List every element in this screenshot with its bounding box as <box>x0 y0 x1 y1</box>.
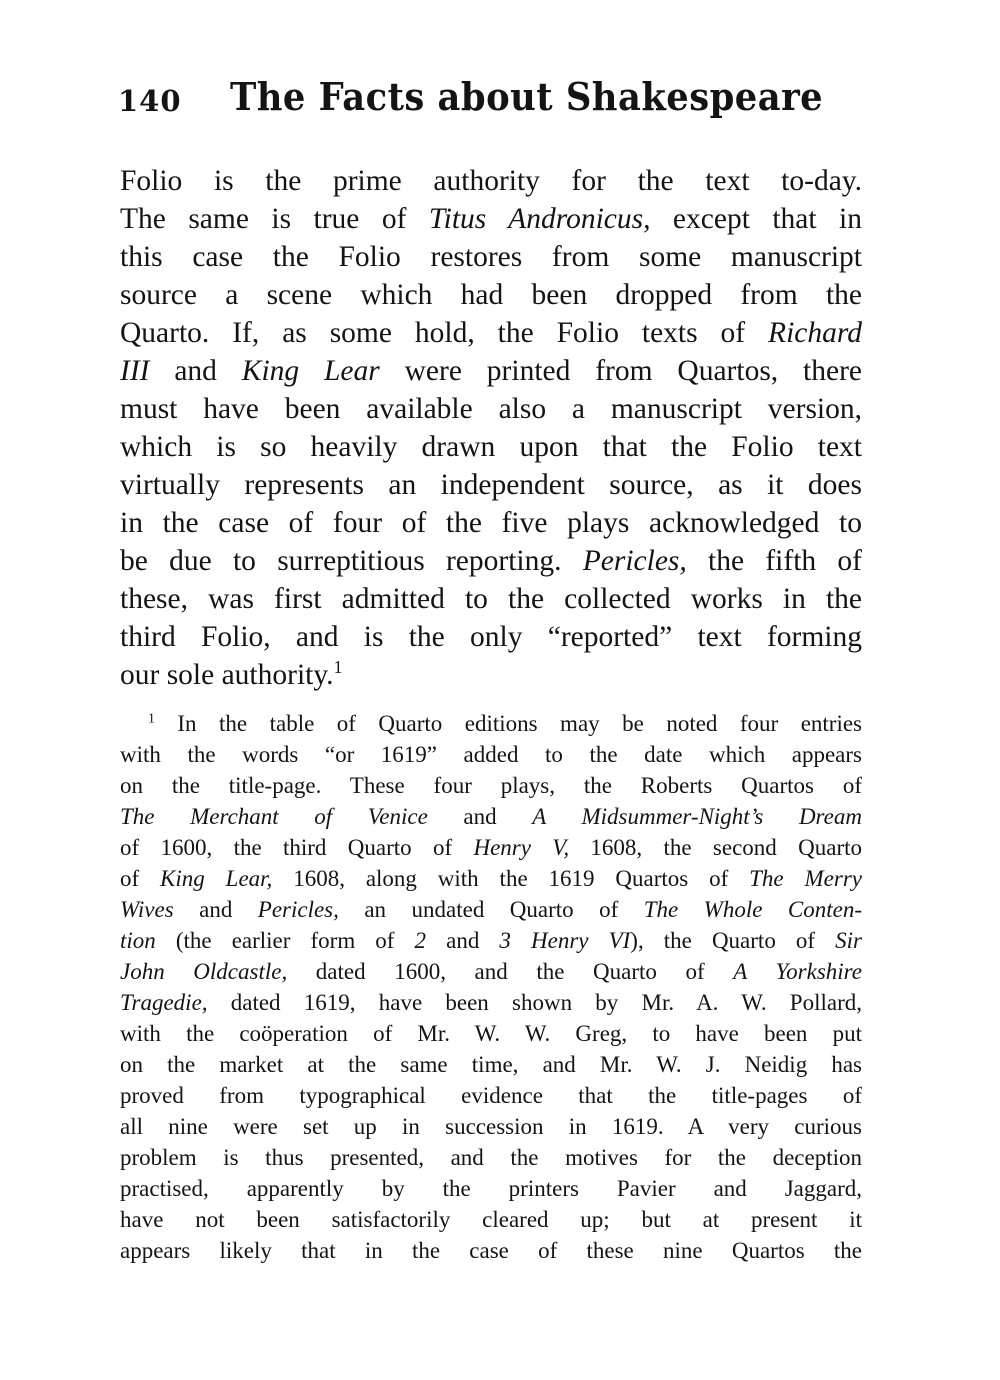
footnote-line: all nine were set up in succession in 1619. A very curious <box>120 1114 862 1139</box>
running-title: The Facts about Shakespeare <box>230 74 824 119</box>
footnote <box>120 708 862 1266</box>
footnote-line: of King Lear, 1608, along with the 1619 Quartos of The Merry <box>120 866 862 891</box>
footnote-line: Wives and Pericles, an undated Quarto of The Whole Conten- <box>120 897 862 922</box>
body-line: III and King Lear were printed from Quartos, there <box>120 355 862 387</box>
footnote-line: on the title-page. These four plays, the Roberts Quartos of <box>120 773 862 798</box>
footnote-line: with the coöperation of Mr. W. W. Greg, to have been put <box>120 1021 862 1046</box>
footnote-line: on the market at the same time, and Mr. W. J. Neidig has <box>120 1052 862 1077</box>
body-line: this case the Folio restores from some manuscript <box>120 241 862 273</box>
main-paragraph <box>120 162 862 694</box>
footnote-marker: 1 <box>148 710 155 726</box>
body-line: third Folio, and is the only “reported” text forming <box>120 621 862 653</box>
footnote-reference: 1 <box>333 657 343 678</box>
footnote-line: proved from typographical evidence that the title-pages of <box>120 1083 862 1108</box>
body-line: in the case of four of the five plays acknowledged to <box>120 507 862 539</box>
body-line: which is so heavily drawn upon that the Folio text <box>120 431 862 463</box>
body-line: must have been available also a manuscript version, <box>120 393 862 425</box>
body-line: virtually represents an independent source, as it does <box>120 469 862 501</box>
footnote-line: problem is thus presented, and the motives for the deception <box>120 1145 862 1170</box>
footnote-line: $^1$ In the table of Quarto editions may be noted four entries <box>148 710 862 736</box>
footnote-line: have not been satisfactorily cleared up; but at present it <box>120 1207 862 1232</box>
footnote-line: appears likely that in the case of these nine Quartos the <box>120 1238 862 1263</box>
footnote-line: Tragedie, dated 1619, have been shown by Mr. A. W. Pollard, <box>120 990 862 1015</box>
body-line: The same is true of Titus Andronicus, except that in <box>120 203 862 235</box>
footnote-line: practised, apparently by the printers Pavier and Jaggard, <box>120 1176 862 1201</box>
footnote-line: tion (the earlier form of 2 and 3 Henry VI), the Quarto of Sir <box>120 928 862 953</box>
body-line: Folio is the prime authority for the text to-day. <box>120 165 862 197</box>
body-line: our sole authority.$^1$ <box>120 657 343 691</box>
page-number: 140 <box>118 84 182 118</box>
body-line: Quarto. If, as some hold, the Folio texts of Richard <box>120 317 862 349</box>
body-line: these, was first admitted to the collected works in the <box>120 583 862 615</box>
footnote-line: The Merchant of Venice and A Midsummer-Night’s Dream <box>120 804 862 829</box>
body-line: source a scene which had been dropped from the <box>120 279 862 311</box>
page-header <box>118 74 878 134</box>
footnote-line: John Oldcastle, dated 1600, and the Quarto of A Yorkshire <box>120 959 862 984</box>
footnote-line: of 1600, the third Quarto of Henry V, 1608, the second Quarto <box>120 835 862 860</box>
body-line: be due to surreptitious reporting. Pericles, the fifth of <box>120 545 862 577</box>
footnote-line: with the words “or 1619” added to the date which appears <box>120 742 862 767</box>
